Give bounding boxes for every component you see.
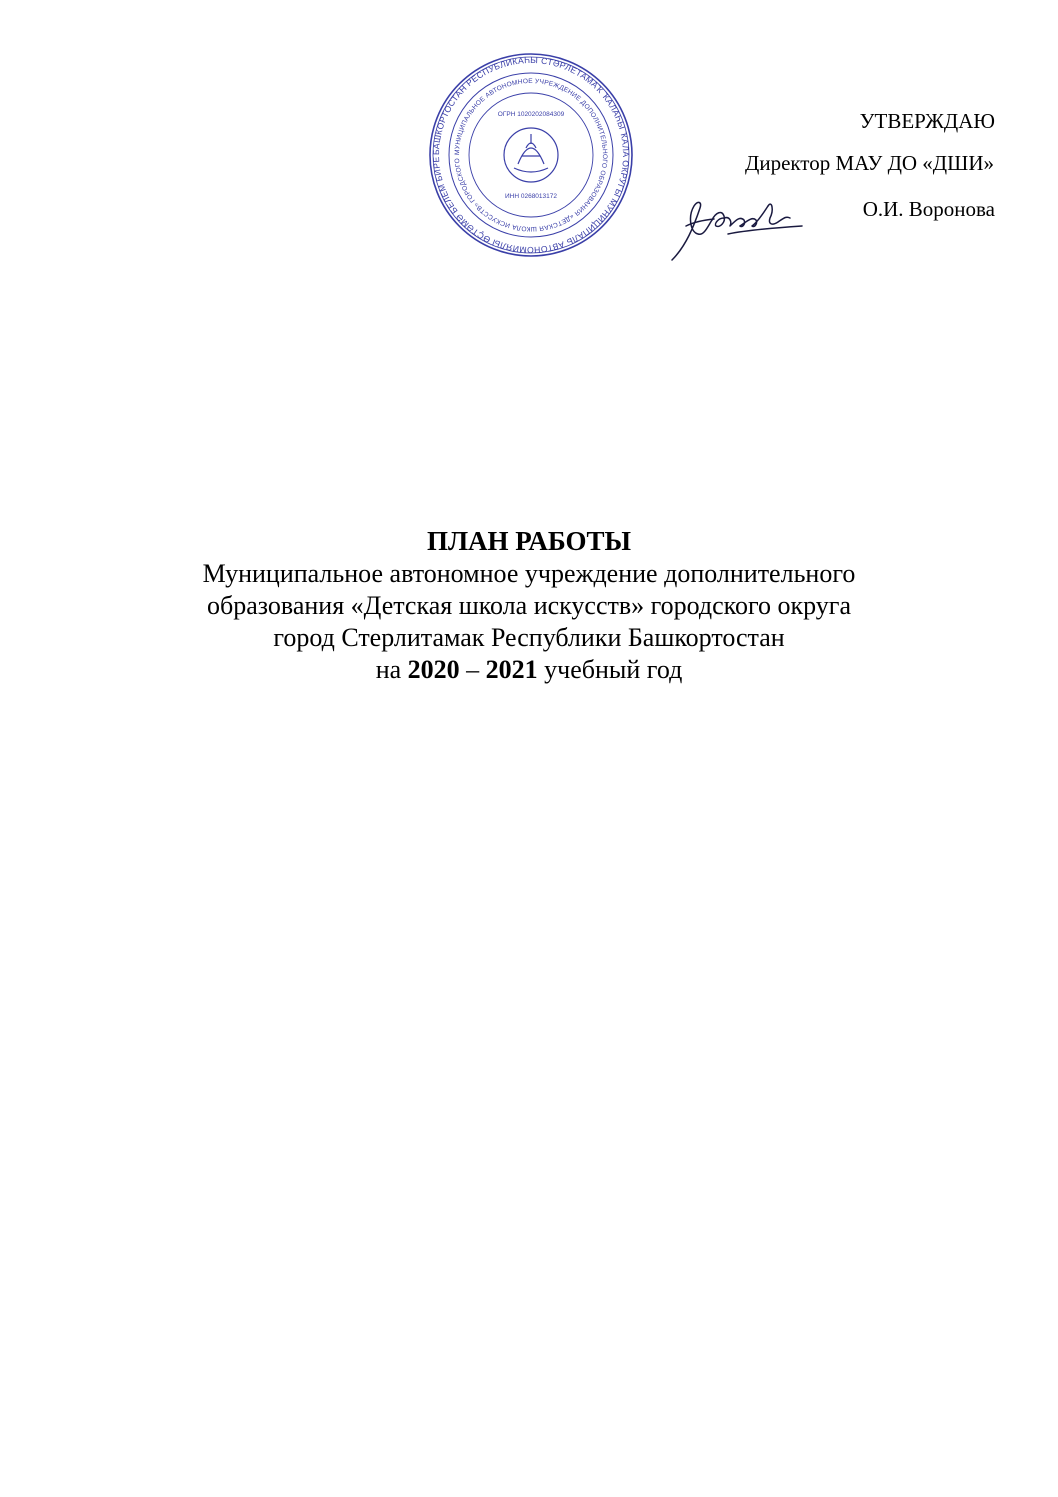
stamp-emblem-icon: [514, 134, 548, 172]
year-end: 2021: [485, 655, 538, 684]
approval-position: Директор МАУ ДО «ДШИ»: [745, 151, 994, 175]
institution-line-1: Муниципальное автономное учреждение дополнительного: [202, 559, 856, 588]
approval-title: УТВЕРЖДАЮ: [859, 109, 995, 133]
academic-year-line: [79, 654, 979, 686]
document-title: ПЛАН РАБОТЫ: [426, 526, 632, 556]
stamp-outer-text: БАШКОРТОСТАН РЕСПУБЛИКАҺЫ СТӘРЛЕТАМАҠ ҠАЛАҺЫ ҠАЛА ОКРУГЫ МУНИЦИПАЛЬ АВТОНОМИЯЛЫ ӨҪТӘМӘ БЕЛЕМ БИРЕ: [430, 54, 632, 256]
institution-line-3: город Стерлитамак Республики Башкортостан: [273, 623, 785, 652]
period-prefix: на: [375, 655, 408, 684]
stamp-seal-graphic: [428, 52, 634, 258]
director-signature: [668, 186, 808, 266]
signature-graphic: [668, 186, 808, 266]
period-dash: –: [459, 655, 486, 684]
approval-name: О.И. Воронова: [862, 197, 995, 221]
period-suffix: учебный год: [537, 655, 683, 684]
stamp-ogrn: ОГРН 1020202084309: [497, 111, 565, 118]
official-stamp: [428, 52, 634, 258]
stamp-inn: ИНН 0268013172: [504, 193, 558, 200]
year-start: 2020: [407, 655, 460, 684]
document-heading: [79, 524, 979, 686]
institution-line-2: образования «Детская школа искусств» городского округа: [207, 591, 851, 620]
stamp-inner-text: МУНИЦИПАЛЬНОЕ АВТОНОМНОЕ УЧРЕЖДЕНИЕ ДОПОЛНИТЕЛЬНОГО ОБРАЗОВАНИЯ «ДЕТСКАЯ ШКОЛА ИСКУССТВ» ГОРОДСКОГО: [453, 77, 609, 233]
